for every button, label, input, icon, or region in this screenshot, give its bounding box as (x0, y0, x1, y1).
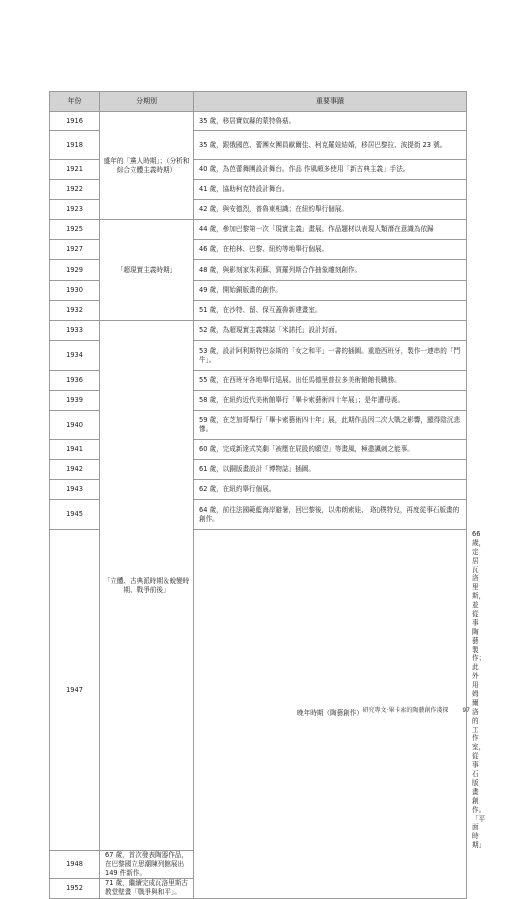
event-cell: 71 歲，繼續完成瓦洛里斯古教堂壁畫「戰爭與和平」。 (100, 878, 194, 898)
year-cell: 1929 (50, 260, 100, 281)
table-row: 1947 晚年時期（陶藝創作） 66 歲，定居瓦洛里斯，並從事陶藝製作；此外用姆爾洛的工作室，從事石版畫創作。「平面時期」 (50, 530, 467, 851)
year-cell: 1940 (50, 411, 100, 440)
event-cell: 49 歲，開始銅版畫的創作。 (194, 281, 467, 301)
year-cell: 1934 (50, 341, 100, 371)
event-cell: 64 歲，前往法國範藍海岸避暑，回巴黎後，以弗朗索娃、 珞▯樸特兒，再度從事石版畫的創作。 (194, 500, 467, 530)
header-events: 重要事蹟 (194, 92, 467, 112)
year-cell: 1921 (50, 160, 100, 180)
event-cell: 40 歲，為芭蕾舞團設計舞台。作品 作風頗多使用「新古典主義」手法。 (194, 160, 467, 180)
event-cell: 46 歲，在柏林、巴黎、紐約等地舉行個展。 (194, 240, 467, 260)
period-cell: 盛年的「黨人時期」；（分析和綜合立體主義時期） (100, 112, 194, 220)
table-header-row (50, 92, 467, 112)
event-cell: 59 歲，在芝加哥舉行「畢卡索藝術四十年」展，此期作品因二次大戰之影響，顯得陰沉悲慘。 (194, 411, 467, 440)
year-cell: 1927 (50, 240, 100, 260)
year-cell: 1945 (50, 500, 100, 530)
event-cell: 52 歲，為超現實主義雜誌「米諾托」設計封面。 (194, 321, 467, 341)
year-cell: 1943 (50, 480, 100, 500)
event-cell: 58 歲，在紐約近代美術館舉行「畢卡索藝術四十年展」；是年遭母喪。 (194, 391, 467, 411)
year-cell: 1936 (50, 371, 100, 391)
event-cell: 60 歲，完成新達式笑劇「被壓在屁股的願望」等畫風，極盡諷刺之能事。 (194, 440, 467, 460)
event-cell: 67 歲，首次發表陶器作品，在巴黎國立思潮陳列館展出 149 件新作。 (100, 851, 194, 879)
year-cell: 1947 (50, 530, 100, 851)
event-cell: 41 歲，協助柯克特設計舞台。 (194, 180, 467, 200)
table-row (50, 220, 467, 240)
table-row (50, 112, 467, 131)
event-cell: 62 歲，在紐約舉行個展。 (194, 480, 467, 500)
period-cell: 「超現實主義時期」 (100, 220, 194, 321)
period-cell: 晚年時期（陶藝創作） (194, 530, 467, 899)
header-period: 分期別 (100, 92, 194, 112)
year-cell: 1952 (50, 878, 100, 898)
event-cell: 42 歲，與安德烈，普魯東相識；在紐約舉行個展。 (194, 200, 467, 220)
page-number: 97 (462, 707, 470, 714)
event-cell: 48 歲，與影刻家朱莉蘇、賈羅列斯合作抽象雕刻創作。 (194, 260, 467, 281)
year-cell: 1918 (50, 131, 100, 160)
period-cell: 「立體、古典派時期＆蛻變時期、戰爭前後」 (100, 321, 194, 851)
year-cell: 1930 (50, 281, 100, 301)
event-cell: 51 歲，在沙特、留、保互蓋魯新建畫室。 (194, 301, 467, 321)
year-cell: 1923 (50, 200, 100, 220)
year-cell: 1942 (50, 460, 100, 480)
year-cell: 1941 (50, 440, 100, 460)
year-cell: 1925 (50, 220, 100, 240)
footer-title: 研究專文‧畢卡索的陶藝創作淺探 (362, 707, 449, 714)
year-cell: 1948 (50, 851, 100, 879)
event-cell: 35 歲，跟俄國芭、蕾團女團員歐爾佳、柯克羅娃結婚，移居巴黎拉、波提街 23 號。 (194, 131, 467, 160)
year-cell: 1939 (50, 391, 100, 411)
year-cell: 1932 (50, 301, 100, 321)
event-cell: 61 歲，以銅版畫設計「博物誌」插圖。 (194, 460, 467, 480)
page-footer (300, 705, 470, 714)
header-year: 年份 (50, 92, 100, 112)
year-cell: 1933 (50, 321, 100, 341)
chronology-table (49, 91, 486, 899)
event-cell: 35 歲，移居寶奴縣的蒙特魯菇。 (194, 112, 467, 131)
table-row (50, 321, 467, 341)
event-cell: 44 歲，參加巴黎第一次「現實主義」畫展。作品題材以表現人類潛在意識為依歸 (194, 220, 467, 240)
year-cell: 1922 (50, 180, 100, 200)
event-cell: 55 歲，在西班牙各地舉行巡展。出任馬德里普拉多美術館館長職務。 (194, 371, 467, 391)
year-cell: 1916 (50, 112, 100, 131)
event-cell: 53 歲，設計阿利斯特巴奈斯的「女之和平」一書的插圖。重遊西班牙，製作一連串的「鬥牛」。 (194, 341, 467, 371)
